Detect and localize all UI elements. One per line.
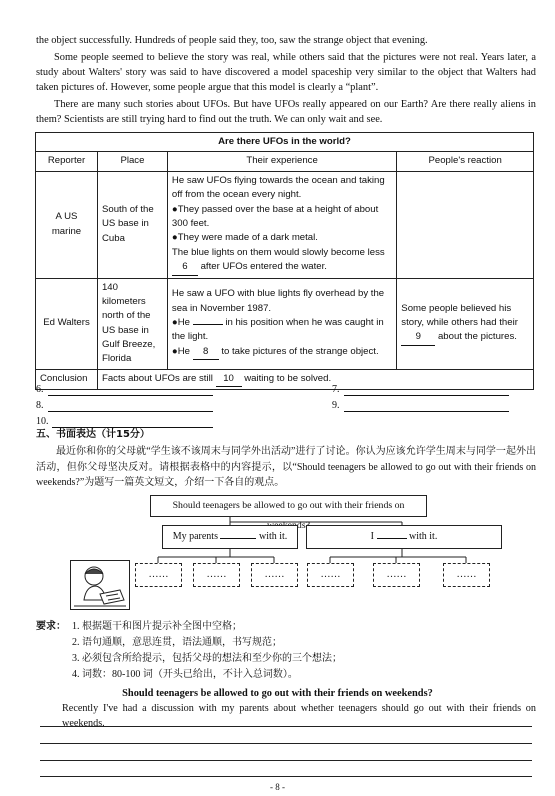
requirement-1: 1. 根据题干和图片提示补全图中空格； <box>72 621 242 632</box>
my-idea-box-2[interactable]: …… <box>373 563 420 587</box>
answer-num-8: 8. <box>36 400 44 411</box>
page-number: - 8 - <box>270 782 285 792</box>
exp-marine-3: ●They were made of a dark metal. <box>171 232 318 244</box>
my-idea-box-1[interactable]: …… <box>307 563 354 587</box>
parents-idea-box-3[interactable]: …… <box>251 563 298 587</box>
exp-marine-4b: after UFOs entered the water. <box>200 261 327 273</box>
exp-walters-3a: ●He <box>171 345 190 357</box>
writing-line-1[interactable] <box>40 726 532 727</box>
me-label: I <box>370 531 374 542</box>
my-idea-box-3[interactable]: …… <box>443 563 490 587</box>
my-opinion-box[interactable] <box>306 525 502 549</box>
header-place: Place <box>97 152 167 171</box>
writing-line-3[interactable] <box>40 760 532 761</box>
paragraph-ufo-stories: There are many such stories about UFOs. But have UFOs really appeared on our Earth? Are there really aliens in them? Scientists are still trying hard to find out the truth. We can only wait and see. <box>36 99 536 126</box>
section5-intro: 最近你和你的父母就“学生该不该周末与同学外出活动”进行了讨论。你认为应该允许学生周末与同学一起外出活动，但你父母坚决反对。请根据表格中的内容提示，以“Should teenagers be allowed to go out with their friends on weekends?”为题写一篇英文短文，介绍一下各自的观点。 <box>36 446 536 488</box>
blank-6[interactable]: 6 <box>172 260 198 275</box>
requirements-label: 要求： <box>36 621 66 632</box>
me-blank[interactable] <box>377 538 407 539</box>
paragraph-continuation: the object successfully. Hundreds of people said they, too, saw the strange object that evening. <box>36 35 428 46</box>
essay-title: Should teenagers be allowed to go out with their friends on weekends? <box>122 688 433 699</box>
requirement-4: 4. 词数：80-100 词（开头已给出，不计入总词数）。 <box>72 669 298 680</box>
answer-num-6: 6. <box>36 384 44 395</box>
parents-opinion-box[interactable] <box>162 525 298 549</box>
parents-label: My parents <box>172 531 218 542</box>
reaction-walters-2: about the pictures. <box>437 331 517 343</box>
reporter-walters: Ed Walters <box>36 278 98 369</box>
answer-num-9: 9. <box>332 400 340 411</box>
requirement-2: 2. 语句通顺，意思连贯，语法通顺，书写规范； <box>72 637 282 648</box>
answer-num-7: 7. <box>332 384 340 395</box>
section5-heading: 五、书面表达（计15分） <box>36 429 150 440</box>
blank-9[interactable]: 9 <box>401 330 435 345</box>
table-title: Are there UFOs in the world? <box>36 133 534 152</box>
conclusion-a: Facts about UFOs are still <box>101 372 213 384</box>
exp-marine-2: ●They passed over the base at a height of about 300 feet. <box>171 203 379 229</box>
parents-idea-box-2[interactable]: …… <box>193 563 240 587</box>
exp-marine-1: He saw UFOs flying towards the ocean and taking off from the ocean every night. <box>171 174 385 201</box>
header-reporter: Reporter <box>36 152 98 171</box>
reporter-marine: A US marine <box>36 171 98 278</box>
blank-8[interactable]: 8 <box>193 345 219 360</box>
conclusion-label: Conclusion <box>36 369 98 389</box>
parents-with-it: with it. <box>258 531 288 542</box>
place-cuba: South of the US base in Cuba <box>97 171 167 278</box>
conclusion-b: waiting to be solved. <box>244 372 332 384</box>
exp-walters-1: He saw a UFO with blue lights fly overhead by the sea in November 1987. <box>171 288 385 314</box>
writing-line-2[interactable] <box>40 743 532 744</box>
exp-walters-2b: in his position when he was caught in the light. <box>171 316 384 343</box>
paragraph-believe: Some people seemed to believe the story was real, while others said that the pictures were not real. Years later, a study about Walters' story was said to have discovered a model spaceship very similar to the object that Walters had taken pictures of. However, some people argue that this model is clearly a “plant”. <box>36 52 536 94</box>
student-writing-illustration <box>70 560 130 610</box>
header-experience: Their experience <box>167 152 396 171</box>
me-with-it: with it. <box>409 531 438 542</box>
parents-idea-box-1[interactable]: …… <box>135 563 182 587</box>
header-reaction: People's reaction <box>397 152 534 171</box>
essay-opening: Recently I've had a discussion with my parents about whether teenagers should go out with their friends on weekends. <box>62 703 536 729</box>
writing-line-4[interactable] <box>40 776 532 777</box>
place-florida: 140 kilometers north of the US base in Gulf Breeze, Florida <box>97 278 167 369</box>
requirement-3: 3. 必须包含所给提示，包括父母的想法和至少你的三个想法； <box>72 653 342 664</box>
exp-walters-3b: to take pictures of the strange object. <box>221 345 379 357</box>
diagram-question-box: Should teenagers be allowed to go out with their friends on <box>150 495 427 517</box>
answer-num-10: 10. <box>36 416 49 427</box>
reaction-walters-1: Some people believed his story, while others had their <box>401 302 518 328</box>
exp-walters-2a: ●He <box>171 316 190 328</box>
exp-marine-4a: The blue lights on them would slowly become less <box>171 246 385 258</box>
blank-10[interactable]: 10 <box>216 372 242 387</box>
parents-blank[interactable] <box>220 538 256 539</box>
